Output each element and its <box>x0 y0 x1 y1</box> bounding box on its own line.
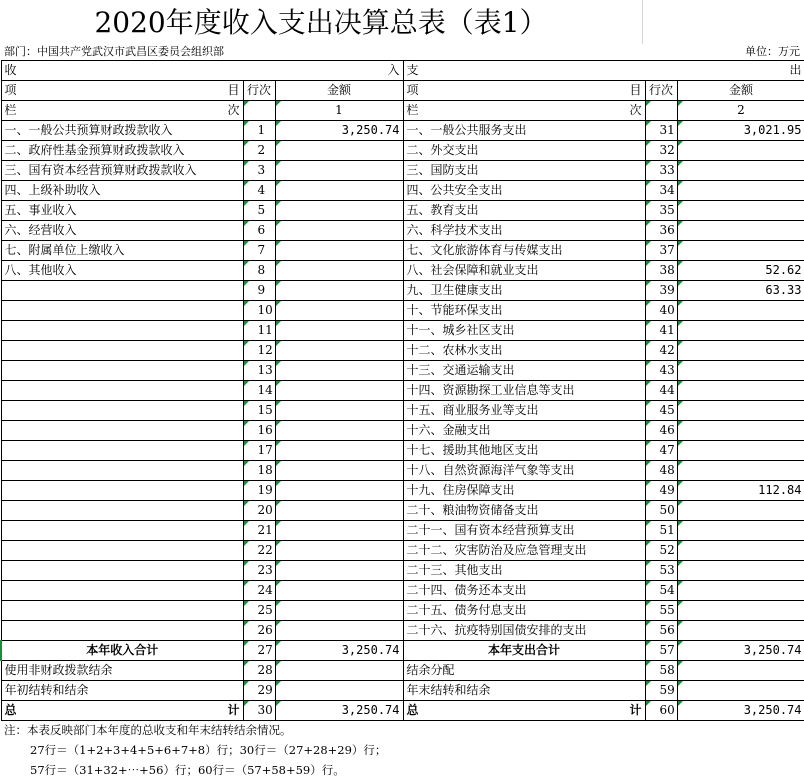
expense-amount <box>677 561 804 581</box>
expense-amount: 63.33 <box>677 281 804 301</box>
grand-total-income-amount: 3,250.74 <box>275 701 403 721</box>
expense-item-name: 二十五、债务付息支出 <box>403 601 645 621</box>
income-total-label: 本年收入合计 <box>1 641 243 661</box>
income-row-number: 4 <box>243 181 275 201</box>
expense-row-number: 45 <box>645 401 677 421</box>
income-item-name <box>1 301 243 321</box>
beginning-balance-amount <box>275 681 403 701</box>
expense-item-name: 十一、城乡社区支出 <box>403 321 645 341</box>
expense-item-name: 十二、农林水支出 <box>403 341 645 361</box>
income-amount <box>275 141 403 161</box>
income-row-number: 24 <box>243 581 275 601</box>
page-title: 2020年度收入支出决算总表（表1） <box>94 6 548 39</box>
income-amount <box>275 541 403 561</box>
expense-item-name: 四、公共安全支出 <box>403 181 645 201</box>
expense-amount <box>677 621 804 641</box>
table-row <box>1 321 804 341</box>
table-row <box>1 441 804 461</box>
income-item-name <box>1 541 243 561</box>
col-label: 栏 次 <box>1 101 243 121</box>
income-row-number: 26 <box>243 621 275 641</box>
expense-row-number: 53 <box>645 561 677 581</box>
income-amount <box>275 421 403 441</box>
grand-total-expense-amount: 3,250.74 <box>677 701 804 721</box>
income-amount <box>275 461 403 481</box>
nonfinancial-surplus-row-number: 28 <box>243 661 275 681</box>
grand-total-label: 总 计 <box>1 701 243 721</box>
income-item-name <box>1 421 243 441</box>
income-item-name <box>1 501 243 521</box>
income-item-name <box>1 621 243 641</box>
table-row <box>1 581 804 601</box>
expense-item-name: 六、科学技术支出 <box>403 221 645 241</box>
income-row-number: 18 <box>243 461 275 481</box>
expense-amount <box>677 141 804 161</box>
table-row <box>1 241 804 261</box>
income-row-number: 23 <box>243 561 275 581</box>
expense-total-amount: 3,250.74 <box>677 641 804 661</box>
income-amount: 3,250.74 <box>275 121 403 141</box>
title-side-cell <box>642 0 804 44</box>
income-row-number: 16 <box>243 421 275 441</box>
grand-total-label: 总 计 <box>403 701 645 721</box>
income-item-name <box>1 601 243 621</box>
expense-amount <box>677 381 804 401</box>
income-amount <box>275 501 403 521</box>
income-row-number: 3 <box>243 161 275 181</box>
ending-balance-row-number: 59 <box>645 681 677 701</box>
expense-amount <box>677 401 804 421</box>
income-item-name: 二、政府性基金预算财政拨款收入 <box>1 141 243 161</box>
expense-row-number: 48 <box>645 461 677 481</box>
income-item-name <box>1 381 243 401</box>
table-row <box>1 341 804 361</box>
income-amount <box>275 181 403 201</box>
income-amount <box>275 261 403 281</box>
grand-total-income-row-number: 30 <box>243 701 275 721</box>
income-row-number: 22 <box>243 541 275 561</box>
expense-item-name: 二十三、其他支出 <box>403 561 645 581</box>
table-row <box>1 481 804 501</box>
income-item-name: 六、经营收入 <box>1 221 243 241</box>
table-row <box>1 601 804 621</box>
expense-item-name: 十七、援助其他地区支出 <box>403 441 645 461</box>
notes <box>0 720 804 780</box>
expense-amount <box>677 161 804 181</box>
income-amount <box>275 281 403 301</box>
table-row <box>1 541 804 561</box>
income-amount <box>275 361 403 381</box>
income-amount <box>275 381 403 401</box>
header-row-columns <box>1 81 804 101</box>
expense-row-number: 33 <box>645 161 677 181</box>
expense-amount <box>677 521 804 541</box>
income-row-number: 13 <box>243 361 275 381</box>
expense-amount <box>677 581 804 601</box>
income-item-name: 七、附属单位上缴收入 <box>1 241 243 261</box>
income-item-name: 三、国有资本经营预算财政拨款收入 <box>1 161 243 181</box>
note-line: 57行＝（31+32+⋯+56）行；60行＝（57+58+59）行。 <box>30 763 345 777</box>
income-amount <box>275 581 403 601</box>
expense-row-number: 52 <box>645 541 677 561</box>
expense-row-number: 32 <box>645 141 677 161</box>
income-amount <box>275 621 403 641</box>
expense-item-name: 七、文化旅游体育与传媒支出 <box>403 241 645 261</box>
income-row-number: 5 <box>243 201 275 221</box>
surplus-allocation-label: 结余分配 <box>403 661 645 681</box>
expense-item-name: 十六、金融支出 <box>403 421 645 441</box>
expense-row-number: 55 <box>645 601 677 621</box>
income-item-name <box>1 441 243 461</box>
unit-label: 单位：万元 <box>745 45 800 58</box>
expense-item-name: 二十六、抗疫特别国债安排的支出 <box>403 621 645 641</box>
expense-item-name: 二十、粮油物资储备支出 <box>403 501 645 521</box>
beginning-balance-label: 年初结转和结余 <box>1 681 243 701</box>
income-item-name <box>1 521 243 541</box>
income-amount <box>275 341 403 361</box>
col-label: 栏 次 <box>403 101 645 121</box>
amount-header: 金额 <box>677 81 804 101</box>
table-row <box>1 381 804 401</box>
beginning-balance-row-number: 29 <box>243 681 275 701</box>
income-amount <box>275 161 403 181</box>
expense-row-number: 36 <box>645 221 677 241</box>
income-item-name <box>1 581 243 601</box>
income-amount <box>275 301 403 321</box>
col-cell <box>243 101 275 121</box>
summary-row <box>1 661 804 681</box>
department-label: 部门：中国共产党武汉市武昌区委员会组织部 <box>4 45 224 58</box>
income-row-number: 8 <box>243 261 275 281</box>
income-row-number: 9 <box>243 281 275 301</box>
income-amount <box>275 221 403 241</box>
expense-item-name: 八、社会保障和就业支出 <box>403 261 645 281</box>
amount-header: 金额 <box>275 81 403 101</box>
income-item-name <box>1 401 243 421</box>
col-number: 1 <box>275 101 403 121</box>
expense-row-number: 38 <box>645 261 677 281</box>
expense-amount <box>677 541 804 561</box>
expense-amount <box>677 321 804 341</box>
expense-item-name: 二十一、国有资本经营预算支出 <box>403 521 645 541</box>
expense-item-name: 一、一般公共服务支出 <box>403 121 645 141</box>
table-row <box>1 221 804 241</box>
table-row <box>1 521 804 541</box>
expense-total-label: 本年支出合计 <box>403 641 645 661</box>
income-row-number: 19 <box>243 481 275 501</box>
table-row <box>1 301 804 321</box>
table-row <box>1 261 804 281</box>
expense-item-name: 九、卫生健康支出 <box>403 281 645 301</box>
note-line: 27行＝（1+2+3+4+5+6+7+8）行；30行＝（27+28+29）行； <box>30 743 387 757</box>
expense-amount <box>677 181 804 201</box>
income-item-name <box>1 341 243 361</box>
summary-table <box>0 60 804 721</box>
table-row <box>1 141 804 161</box>
table-row <box>1 361 804 381</box>
income-row-number: 7 <box>243 241 275 261</box>
table-row <box>1 201 804 221</box>
income-row-number: 2 <box>243 141 275 161</box>
expense-row-number: 35 <box>645 201 677 221</box>
expense-amount <box>677 421 804 441</box>
summary-row <box>1 681 804 701</box>
table-row <box>1 421 804 441</box>
expense-item-name: 十四、资源勘探工业信息等支出 <box>403 381 645 401</box>
ending-balance-amount <box>677 681 804 701</box>
income-row-number: 1 <box>243 121 275 141</box>
expense-row-number: 50 <box>645 501 677 521</box>
expense-row-number: 51 <box>645 521 677 541</box>
income-row-number: 15 <box>243 401 275 421</box>
income-row-number: 20 <box>243 501 275 521</box>
income-amount <box>275 201 403 221</box>
income-amount <box>275 561 403 581</box>
income-item-name: 五、事业收入 <box>1 201 243 221</box>
summary-row <box>1 641 804 661</box>
expense-item-name: 二十二、灾害防治及应急管理支出 <box>403 541 645 561</box>
nonfinancial-surplus-amount <box>275 661 403 681</box>
expense-row-number: 44 <box>645 381 677 401</box>
expense-row-number: 56 <box>645 621 677 641</box>
income-amount <box>275 401 403 421</box>
income-amount <box>275 521 403 541</box>
expense-row-number: 39 <box>645 281 677 301</box>
item-header: 项 目 <box>1 81 243 101</box>
expense-amount <box>677 241 804 261</box>
ending-balance-label: 年末结转和结余 <box>403 681 645 701</box>
expense-row-number: 49 <box>645 481 677 501</box>
income-row-number: 21 <box>243 521 275 541</box>
expense-row-number: 37 <box>645 241 677 261</box>
income-row-number: 14 <box>243 381 275 401</box>
expense-item-name: 二十四、债务还本支出 <box>403 581 645 601</box>
expense-amount <box>677 361 804 381</box>
expense-amount: 3,021.95 <box>677 121 804 141</box>
rowno-header: 行次 <box>243 81 275 101</box>
nonfinancial-surplus-label: 使用非财政拨款结余 <box>1 661 243 681</box>
income-total-row-number: 27 <box>243 641 275 661</box>
income-total-amount: 3,250.74 <box>275 641 403 661</box>
expense-amount <box>677 221 804 241</box>
expense-row-number: 40 <box>645 301 677 321</box>
expense-row-number: 42 <box>645 341 677 361</box>
expense-amount: 112.84 <box>677 481 804 501</box>
income-row-number: 12 <box>243 341 275 361</box>
rowno-header: 行次 <box>645 81 677 101</box>
income-amount <box>275 481 403 501</box>
expense-item-name: 十、节能环保支出 <box>403 301 645 321</box>
expense-item-name: 二、外交支出 <box>403 141 645 161</box>
table-row <box>1 121 804 141</box>
income-item-name <box>1 281 243 301</box>
income-item-name <box>1 481 243 501</box>
income-row-number: 11 <box>243 321 275 341</box>
expense-row-number: 43 <box>645 361 677 381</box>
expense-row-number: 31 <box>645 121 677 141</box>
income-amount <box>275 441 403 461</box>
expense-amount <box>677 441 804 461</box>
expense-amount <box>677 201 804 221</box>
expense-amount <box>677 301 804 321</box>
income-header: 收 入 <box>1 61 403 81</box>
surplus-allocation-amount <box>677 661 804 681</box>
income-item-name <box>1 461 243 481</box>
expense-amount: 52.62 <box>677 261 804 281</box>
table-row <box>1 181 804 201</box>
grand-total-expense-row-number: 60 <box>645 701 677 721</box>
table-row <box>1 621 804 641</box>
table-row <box>1 561 804 581</box>
income-item-name <box>1 561 243 581</box>
expense-row-number: 54 <box>645 581 677 601</box>
item-header: 项 目 <box>403 81 645 101</box>
expense-amount <box>677 341 804 361</box>
table-row <box>1 401 804 421</box>
income-item-name: 八、其他收入 <box>1 261 243 281</box>
income-amount <box>275 241 403 261</box>
expense-header: 支 出 <box>403 61 804 81</box>
header-row-colno <box>1 101 804 121</box>
income-amount <box>275 321 403 341</box>
col-number: 2 <box>677 101 804 121</box>
expense-item-name: 十八、自然资源海洋气象等支出 <box>403 461 645 481</box>
income-amount <box>275 601 403 621</box>
income-row-number: 10 <box>243 301 275 321</box>
surplus-allocation-row-number: 58 <box>645 661 677 681</box>
note-line: 注：本表反映部门本年度的总收支和年末结转结余情况。 <box>4 723 292 737</box>
header-row-section <box>1 61 804 81</box>
expense-total-row-number: 57 <box>645 641 677 661</box>
table-row <box>1 281 804 301</box>
expense-row-number: 34 <box>645 181 677 201</box>
income-item-name: 四、上级补助收入 <box>1 181 243 201</box>
table-row <box>1 161 804 181</box>
income-item-name <box>1 361 243 381</box>
income-row-number: 17 <box>243 441 275 461</box>
expense-item-name: 十三、交通运输支出 <box>403 361 645 381</box>
income-row-number: 25 <box>243 601 275 621</box>
expense-row-number: 46 <box>645 421 677 441</box>
expense-item-name: 十五、商业服务业等支出 <box>403 401 645 421</box>
expense-amount <box>677 461 804 481</box>
table-row <box>1 461 804 481</box>
table-row <box>1 501 804 521</box>
expense-item-name: 十九、住房保障支出 <box>403 481 645 501</box>
expense-row-number: 41 <box>645 321 677 341</box>
col-cell <box>645 101 677 121</box>
income-item-name: 一、一般公共预算财政拨款收入 <box>1 121 243 141</box>
expense-item-name: 五、教育支出 <box>403 201 645 221</box>
income-item-name <box>1 321 243 341</box>
summary-row <box>1 701 804 721</box>
expense-row-number: 47 <box>645 441 677 461</box>
expense-amount <box>677 601 804 621</box>
expense-item-name: 三、国防支出 <box>403 161 645 181</box>
expense-amount <box>677 501 804 521</box>
income-row-number: 6 <box>243 221 275 241</box>
